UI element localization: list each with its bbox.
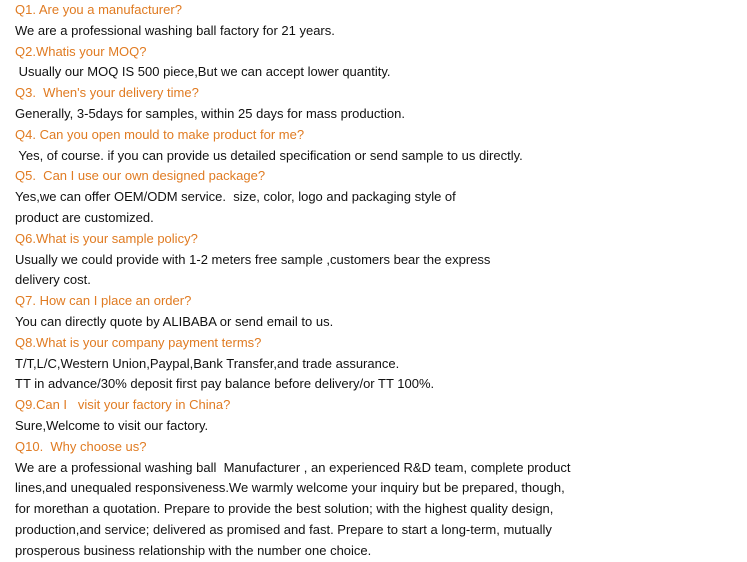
faq-question: Q9.Can I visit your factory in China? bbox=[15, 397, 231, 413]
faq-answer-line: Yes,we can offer OEM/ODM service. size, color, logo and packaging style of bbox=[15, 189, 456, 205]
faq-question: Q5. Can I use our own designed package? bbox=[15, 168, 266, 184]
faq-answer-line: TT in advance/30% deposit first pay balance before delivery/or TT 100%. bbox=[15, 376, 435, 392]
faq-item bbox=[15, 291, 740, 333]
faq-item bbox=[15, 83, 740, 125]
faq-answer-line: You can directly quote by ALIBABA or send email to us. bbox=[15, 313, 334, 329]
faq-answer-line: lines,and unequaled responsiveness.We warmly welcome your inquiry but be prepared, though, bbox=[15, 480, 565, 496]
faq-item bbox=[15, 0, 740, 42]
faq-answer-line: Sure,Welcome to visit our factory. bbox=[15, 417, 209, 433]
faq-answer-line: for morethan a quotation. Prepare to provide the best solution; with the highest quality design, bbox=[15, 501, 554, 517]
faq-answer-line: Generally, 3-5days for samples, within 25 days for mass production. bbox=[15, 105, 405, 121]
faq-question: Q7. How can I place an order? bbox=[15, 293, 192, 309]
faq-question: Q2.Whatis your MOQ? bbox=[15, 43, 147, 59]
faq-answer-line: We are a professional washing ball Manufacturer , an experienced R&D team, complete product bbox=[15, 459, 571, 475]
faq-item bbox=[15, 333, 740, 395]
faq-answer-line: delivery cost. bbox=[15, 272, 91, 288]
faq-question: Q3. When's your delivery time? bbox=[15, 85, 199, 101]
faq-answer-line: We are a professional washing ball factory for 21 years. bbox=[15, 22, 335, 38]
faq-section bbox=[15, 0, 740, 562]
faq-item bbox=[15, 166, 740, 228]
faq-question: Q6.What is your sample policy? bbox=[15, 230, 198, 246]
faq-answer-line: prosperous business relationship with the number one choice. bbox=[15, 542, 372, 558]
faq-item bbox=[15, 229, 740, 291]
faq-item bbox=[15, 437, 740, 562]
faq-question: Q1. Are you a manufacturer? bbox=[15, 2, 182, 17]
faq-answer-line: Yes, of course. if you can provide us detailed specification or send sample to us directly. bbox=[15, 147, 523, 163]
faq-item bbox=[15, 125, 740, 167]
faq-item bbox=[15, 42, 740, 84]
faq-answer-line: Usually our MOQ IS 500 piece,But we can accept lower quantity. bbox=[15, 64, 391, 80]
faq-answer-line: production,and service; delivered as promised and fast. Prepare to start a long-term, mutually bbox=[15, 521, 552, 537]
faq-question: Q8.What is your company payment terms? bbox=[15, 334, 262, 350]
faq-answer-line: Usually we could provide with 1-2 meters free sample ,customers bear the express bbox=[15, 251, 491, 267]
faq-answer-line: T/T,L/C,Western Union,Paypal,Bank Transfer,and trade assurance. bbox=[15, 355, 400, 371]
faq-question: Q4. Can you open mould to make product for me? bbox=[15, 126, 305, 142]
faq-item bbox=[15, 395, 740, 437]
faq-question: Q10. Why choose us? bbox=[15, 438, 147, 454]
faq-answer-line: product are customized. bbox=[15, 209, 154, 225]
